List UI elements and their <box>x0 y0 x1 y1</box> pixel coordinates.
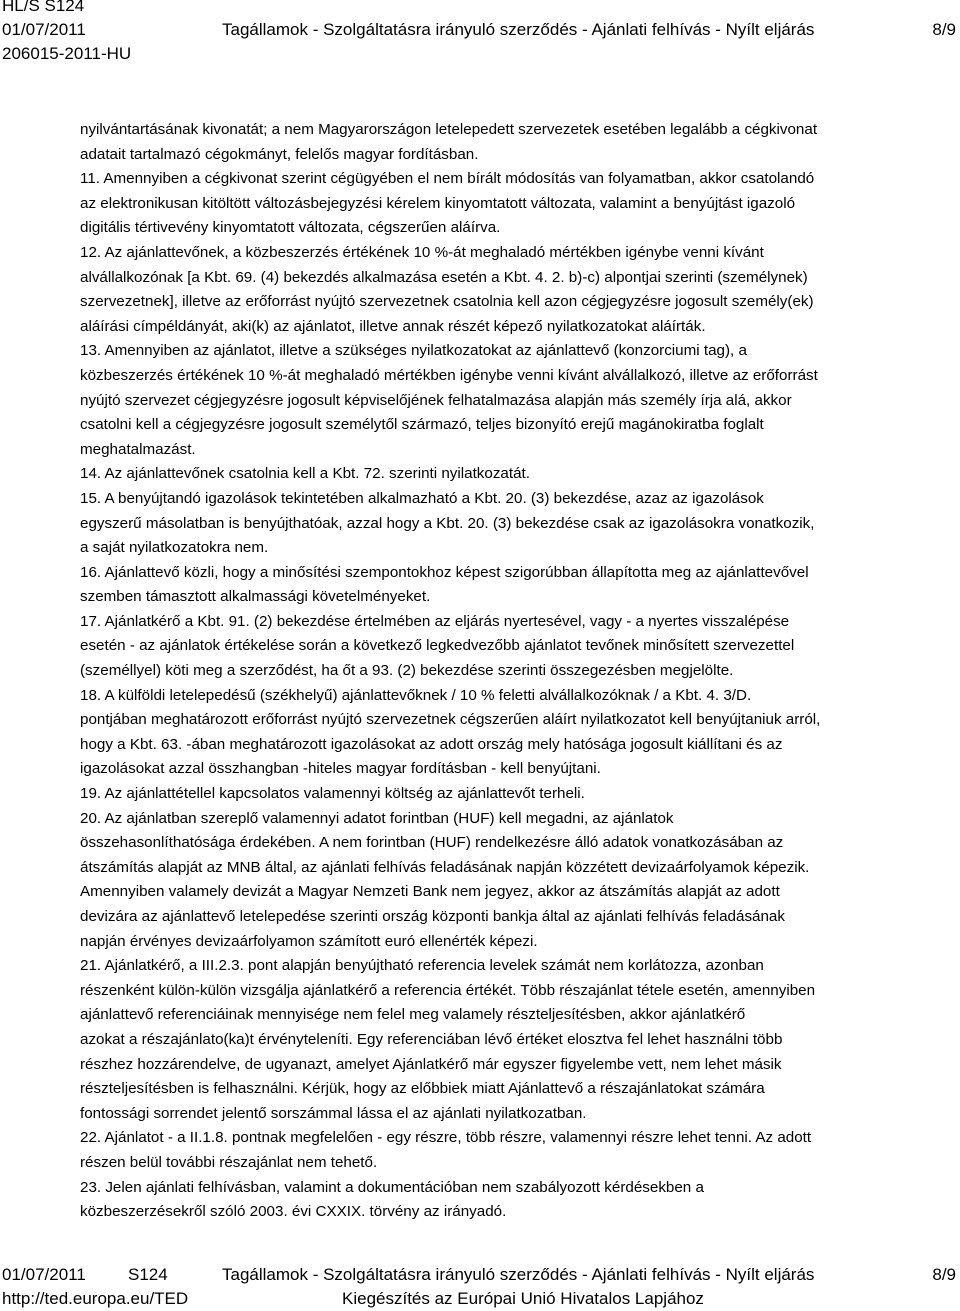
document-body <box>80 118 950 1225</box>
body-line: 17. Ajánlatkérő a Kbt. 91. (2) bekezdése értelmében az eljárás nyertesével, vagy - a nyertes visszalépése <box>80 612 790 630</box>
body-line: 21. Ajánlatkérő, a III.2.3. pont alapján benyújtható referencia levelek számát nem korlátozza, azonban <box>80 957 764 975</box>
header-title: Tagállamok - Szolgáltatásra irányuló szerződés - Ajánlati felhívás - Nyílt eljárás <box>222 20 815 39</box>
page-header <box>0 0 960 78</box>
body-line: részteljesítésben is felhasználni. Kérjük, hogy az előbbiek miatt Ajánlattevő a részajánlatokat számára <box>80 1080 765 1098</box>
body-line: csatolni kell a cégjegyzésre jogosult személytől származó, teljes bizonyító erejű magánokiratba foglalt <box>80 416 764 434</box>
body-line: pontjában meghatározott erőforrást nyújtó szervezetnek cégszerűen aláírt nyilatkozatot kell benyújtaniuk arról, <box>80 711 821 729</box>
body-line: összehasonlíthatósága érdekében. A nem forintban (HUF) rendelkezésre álló adatok vonatkozásában az <box>80 834 784 852</box>
body-line: 13. Amennyiben az ajánlatot, illetve a szükséges nyilatkozatokat az ajánlattevő (konzorciumi tag), a <box>80 342 747 360</box>
body-line: 22. Ajánlatot - a II.1.8. pontnak megfelelően - egy részre, több részre, valamennyi részre lehet tenni. Az adott <box>80 1129 812 1147</box>
body-line: (személlyel) köti meg a szerződést, ha őt a 93. (2) bekezdése szerinti összegezésben megjelölte. <box>80 662 734 680</box>
body-line: esetén - az ajánlatok értékelése során a következő legkedvezőbb ajánlatot tevőnek minősített szervezettel <box>80 637 795 655</box>
body-line: nyújtó szervezet cégjegyzésre jogosult képviselőjének felhatalmazása alapján más személy írja alá, akkor <box>80 391 792 409</box>
footer-page-number: 8/9 <box>932 1265 956 1284</box>
body-line: fontossági sorrendet jelentő sorszámmal lássa el az ajánlati nyilatkozatban. <box>80 1104 587 1122</box>
body-line: az elektronikusan kitöltött változásbejegyzési kérelem kinyomtatott változata, valamint a benyújtást igazoló <box>80 194 796 212</box>
body-line: meghatalmazást. <box>80 440 196 458</box>
body-line: közbeszerzés értékének 10 %-át meghaladó mértékben igénybe venni kívánt alvállalkozó, illetve az erőforrást <box>80 366 818 384</box>
body-line: átszámítás alapját az MNB által, az ajánlati felhívás feladásának napján közzétett devizaárfolyamok képezik. <box>80 858 810 876</box>
body-line: részenként külön-külön vizsgálja ajánlatkérő a referencia értékét. Több részajánlat tétele esetén, amennyiben <box>80 981 816 999</box>
body-line: egyszerű másolatban is benyújthatóak, azzal hogy a Kbt. 20. (3) bekezdése csak az igazolásokra vonatkozik, <box>80 514 815 532</box>
footer-date: 01/07/2011 <box>2 1265 86 1284</box>
body-line: 19. Az ajánlattétellel kapcsolatos valamennyi költség az ajánlattevőt terheli. <box>80 785 585 803</box>
body-line: Amennyiben valamely devizát a Magyar Nemzeti Bank nem jegyez, akkor az átszámítás alapját az adott <box>80 883 780 901</box>
body-line: igazolásokat azzal összhangban -hiteles magyar fordításban - kell benyújtani. <box>80 760 601 778</box>
body-line: digitális tértivevény kinyomtatott változata, cégszerűen aláírva. <box>80 219 501 237</box>
body-line: napján érvényes devizaárfolyamon számított euró ellenérték képezi. <box>80 932 538 950</box>
body-line: 14. Az ajánlattevőnek csatolnia kell a Kbt. 72. szerinti nyilatkozatát. <box>80 465 530 483</box>
body-line: 18. A külföldi letelepedésű (székhelyű) ajánlattevőknek / 10 % feletti alvállalkozóknak / a Kbt. 4. 3/D. <box>80 686 752 704</box>
header-date: 01/07/2011 <box>2 20 86 39</box>
body-line: azokat a részajánlato(ka)t érvényteleníti. Egy referenciában lévő értéket elosztva fel lehet használni több <box>80 1030 783 1048</box>
body-line: 23. Jelen ajánlati felhívásban, valamint a dokumentációban nem szabályozott kérdésekben a <box>80 1178 704 1196</box>
body-line: szervezetnek], illetve az erőforrást nyújtó szervezetnek csatolnia kell azon cégjegyzésre jogosult személy(ek) <box>80 293 814 311</box>
body-line: 15. A benyújtandó igazolások tekintetében alkalmazható a Kbt. 20. (3) bekezdése, azaz az igazolások <box>80 489 764 507</box>
body-line: ajánlattevő referenciáinak mennyisége nem felel meg valamely részteljesítésben, akkor ajánlatkérő <box>80 1006 746 1024</box>
body-line: adatait tartalmazó cégokmányt, felelős magyar fordításban. <box>80 145 479 163</box>
body-line: aláírási címpéldányát, aki(k) az ajánlatot, illetve annak részét képező nyilatkozatokat aláírták. <box>80 317 706 335</box>
body-line: 20. Az ajánlatban szereplő valamennyi adatot forintban (HUF) kell megadni, az ajánlatok <box>80 809 674 827</box>
body-line: nyilvántartásának kivonatát; a nem Magyarországon letelepedett szervezetek esetében legalább a cégkivonat <box>80 121 818 138</box>
header-doc-id: 206015-2011-HU <box>2 44 132 63</box>
body-line: részen belül további részajánlat nem tehető. <box>80 1153 378 1171</box>
body-line: a saját nyilatkozatokra nem. <box>80 539 269 557</box>
footer-title: Tagállamok - Szolgáltatásra irányuló szerződés - Ajánlati felhívás - Nyílt eljárás <box>222 1265 815 1284</box>
body-line: 12. Az ajánlattevőnek, a közbeszerzés értékének 10 %-át meghaladó mértékben igénybe venni kívánt <box>80 243 764 261</box>
body-line: közbeszerzésekről szóló 2003. évi CXXIX. törvény az irányadó. <box>80 1203 507 1221</box>
body-line: 11. Amennyiben a cégkivonat szerint cégügyében el nem bírált módosítás van folyamatban, akkor csatolandó <box>80 170 815 188</box>
body-line: alvállalkozónak [a Kbt. 69. (4) bekezdés alkalmazása esetén a Kbt. 4. 2. b)-c) alpontjai szerinti (személynek) <box>80 268 808 286</box>
footer-subtitle: Kiegészítés az Európai Unió Hivatalos Lapjához <box>342 1289 704 1308</box>
body-line: szemben támasztott alkalmassági követelményeket. <box>80 588 431 606</box>
body-line: részhez hozzárendelve, de ugyanazt, amelyet Ajánlatkérő már egyszer figyelembe vett, nem lehet másik <box>80 1055 782 1073</box>
body-line: hogy a Kbt. 63. -ában meghatározott igazolásokat az adott ország mely hatósága jogosult kiállítani és az <box>80 735 783 753</box>
page-footer <box>0 1264 960 1311</box>
header-page-number: 8/9 <box>932 20 956 39</box>
body-line: 16. Ajánlattevő közli, hogy a minősítési szempontokhoz képest szigorúbban állapította meg az ajánlattevővel <box>80 563 809 581</box>
header-ref: HL/S S124 <box>2 0 85 15</box>
body-line: devizára az ajánlattevő letelepedése szerinti ország központi bankja által az ajánlati felhívás feladásának <box>80 908 785 925</box>
footer-url: http://ted.europa.eu/TED <box>2 1289 189 1308</box>
footer-code: S124 <box>128 1265 168 1284</box>
